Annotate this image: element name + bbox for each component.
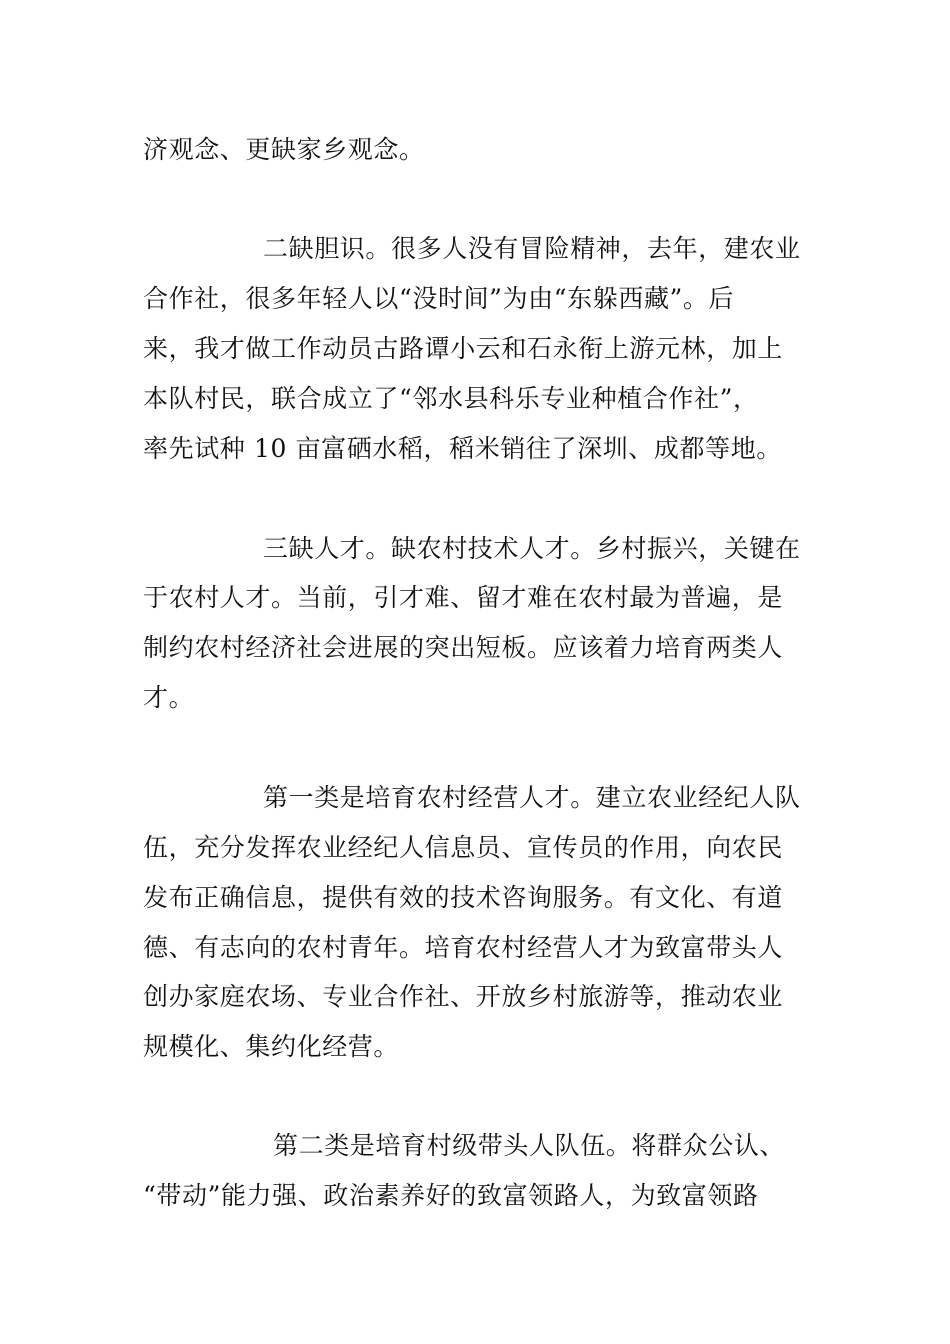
paragraph-first-line: 第二类是培育村级带头人队伍。将群众公认、 bbox=[273, 1131, 786, 1160]
text-line: 来，我才做工作动员古路谭小云和石永衔上游元林，加上 bbox=[143, 334, 784, 363]
text-line: 济观念、更缺家乡观念。 bbox=[143, 135, 425, 164]
text-line: 伍，充分发挥农业经纪人信息员、宣传员的作用，向农民 bbox=[143, 833, 784, 862]
text-line: 德、有志向的农村青年。培育农村经营人才为致富带头人 bbox=[143, 933, 784, 962]
text-line: 本队村民，联合成立了“邻水县科乐专业种植合作社”， bbox=[143, 384, 759, 413]
text-line: 发布正确信息，提供有效的技术咨询服务。有文化、有道 bbox=[143, 883, 784, 912]
text-line: 于农村人才。当前，引才难、留才难在农村最为普遍，是 bbox=[143, 583, 784, 612]
text-line: 创办家庭农场、专业合作社、开放乡村旅游等，推动农业 bbox=[143, 982, 784, 1011]
paragraph-first-line: 第一类是培育农村经营人才。建立农业经纪人队 bbox=[263, 783, 801, 812]
text-line: “带动”能力强、政治素养好的致富领路人，为致富领路 bbox=[143, 1181, 759, 1210]
text-line: 才。 bbox=[143, 683, 195, 712]
text-line: 率先试种 10 亩富硒水稻，稻米销往了深圳、成都等地。 bbox=[143, 434, 782, 463]
text-line: 合作社，很多年轻人以“没时间”为由“东躲西藏”。后 bbox=[143, 284, 735, 313]
text-line: 制约农村经济社会进展的突出短板。应该着力培育两类人 bbox=[143, 633, 784, 662]
paragraph-first-line: 二缺胆识。很多人没有冒险精神，去年，建农业 bbox=[263, 234, 801, 263]
text-line: 规模化、集约化经营。 bbox=[143, 1032, 400, 1061]
paragraph-first-line: 三缺人才。缺农村技术人才。乡村振兴，关键在 bbox=[263, 534, 801, 563]
